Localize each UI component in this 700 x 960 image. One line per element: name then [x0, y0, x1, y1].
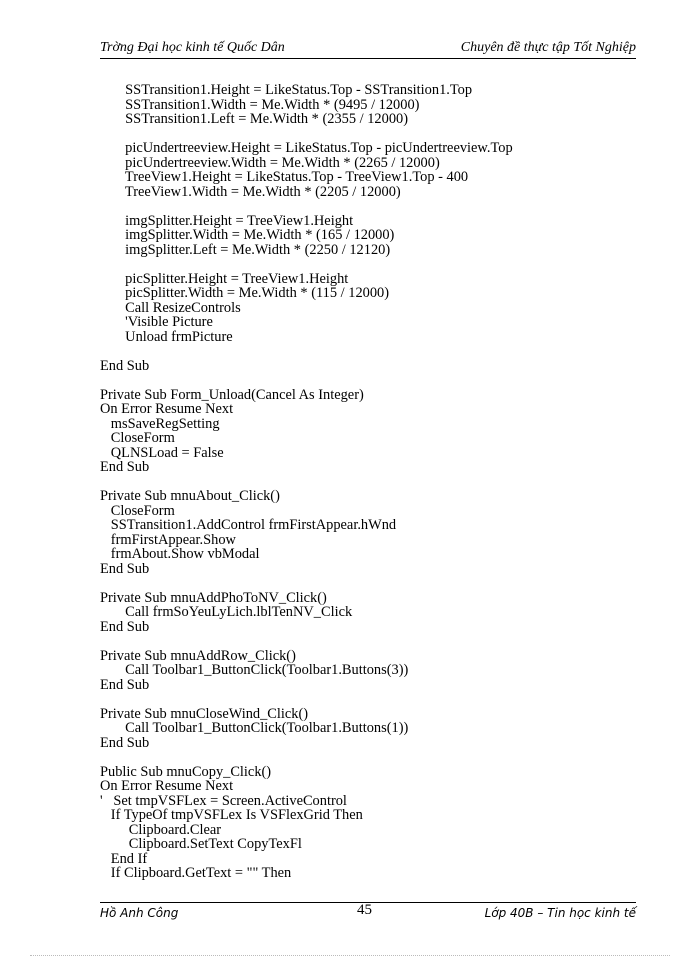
code-line — [100, 692, 640, 707]
code-line: picSplitter.Width = Me.Width * (115 / 12000) — [100, 285, 390, 301]
footer-class: Lớp 40B – Tin học kinh tế — [484, 906, 636, 920]
code-line: Private Sub mnuAddRow_Click() — [100, 647, 296, 664]
code-line — [100, 257, 640, 272]
code-line: Clipboard.SetText CopyTexFl — [100, 836, 302, 852]
code-line: msSaveRegSetting — [100, 415, 220, 432]
code-line: End Sub — [100, 459, 150, 475]
code-line: End Sub — [100, 734, 150, 751]
code-line: Call frmSoYeuLyLich.lblTenNV_Click — [100, 604, 353, 620]
code-line: End Sub — [100, 357, 150, 374]
code-line — [100, 750, 640, 765]
code-line: End If — [100, 850, 148, 867]
code-line: picUndertreeview.Width = Me.Width * (2265 / 12000) — [100, 154, 440, 171]
code-line: SSTransition1.Left = Me.Width * (2355 / 12000) — [100, 111, 409, 127]
code-line: Call ResizeControls — [100, 299, 241, 316]
code-line: On Error Resume Next — [100, 401, 234, 417]
code-line: CloseForm — [100, 502, 175, 519]
code-line: Clipboard.Clear — [100, 821, 222, 838]
code-line: picUndertreeview.Height = LikeStatus.Top - picUndertreeview.Top — [100, 140, 513, 156]
code-line: End Sub — [100, 560, 150, 577]
code-listing — [100, 83, 640, 881]
code-line: End Sub — [100, 618, 150, 635]
code-line: picSplitter.Height = TreeView1.Height — [100, 270, 349, 287]
code-line — [100, 475, 640, 490]
code-line: ' Set tmpVSFLex = Screen.ActiveControl — [100, 792, 347, 809]
code-line: Unload frmPicture — [100, 328, 233, 345]
code-line — [100, 634, 640, 649]
page-header — [100, 40, 636, 59]
code-line: imgSplitter.Width = Me.Width * (165 / 12000) — [100, 227, 395, 243]
code-line: On Error Resume Next — [100, 778, 234, 794]
code-line — [100, 127, 640, 142]
code-line: SSTransition1.Height = LikeStatus.Top - SSTransition1.Top — [100, 82, 473, 98]
code-line: End Sub — [100, 676, 150, 693]
code-line: Private Sub Form_Unload(Cancel As Integer) — [100, 386, 364, 403]
code-line — [100, 373, 640, 388]
code-line: 'Visible Picture — [100, 314, 213, 330]
code-line: frmAbout.Show vbModal — [100, 546, 260, 562]
code-line: CloseForm — [100, 430, 175, 446]
code-line: Public Sub mnuCopy_Click() — [100, 763, 272, 780]
code-line — [100, 199, 640, 214]
code-line — [100, 344, 640, 359]
code-line: If Clipboard.GetText = "" Then — [100, 865, 292, 881]
header-university: Trờng Đại học kinh tế Quốc Dân — [100, 40, 285, 55]
code-line: frmFirstAppear.Show — [100, 531, 236, 548]
page-footer — [100, 902, 636, 921]
code-line: If TypeOf tmpVSFLex Is VSFlexGrid Then — [100, 807, 363, 823]
code-line: TreeView1.Height = LikeStatus.Top - TreeView1.Top - 400 — [100, 169, 469, 185]
code-line: Private Sub mnuAbout_Click() — [100, 488, 280, 504]
code-line: imgSplitter.Left = Me.Width * (2250 / 12120) — [100, 241, 391, 258]
code-line: QLNSLoad = False — [100, 444, 224, 461]
code-line: SSTransition1.AddControl frmFirstAppear.hWnd — [100, 517, 397, 533]
page-bottom-divider — [30, 955, 670, 956]
code-line: Call Toolbar1_ButtonClick(Toolbar1.Buttons(1)) — [100, 720, 409, 736]
code-line: SSTransition1.Width = Me.Width * (9495 / 12000) — [100, 96, 420, 113]
footer-author: Hồ Anh Công — [100, 906, 179, 920]
code-line: Private Sub mnuCloseWind_Click() — [100, 705, 309, 722]
page-number: 45 — [357, 902, 372, 918]
code-line: Private Sub mnuAddPhoToNV_Click() — [100, 589, 327, 606]
code-line — [100, 576, 640, 591]
code-line: Call Toolbar1_ButtonClick(Toolbar1.Buttons(3)) — [100, 662, 409, 678]
header-report-title: Chuyên đề thực tập Tốt Nghiệp — [460, 40, 636, 55]
code-line: TreeView1.Width = Me.Width * (2205 / 12000) — [100, 183, 401, 200]
code-line: imgSplitter.Height = TreeView1.Height — [100, 212, 354, 229]
